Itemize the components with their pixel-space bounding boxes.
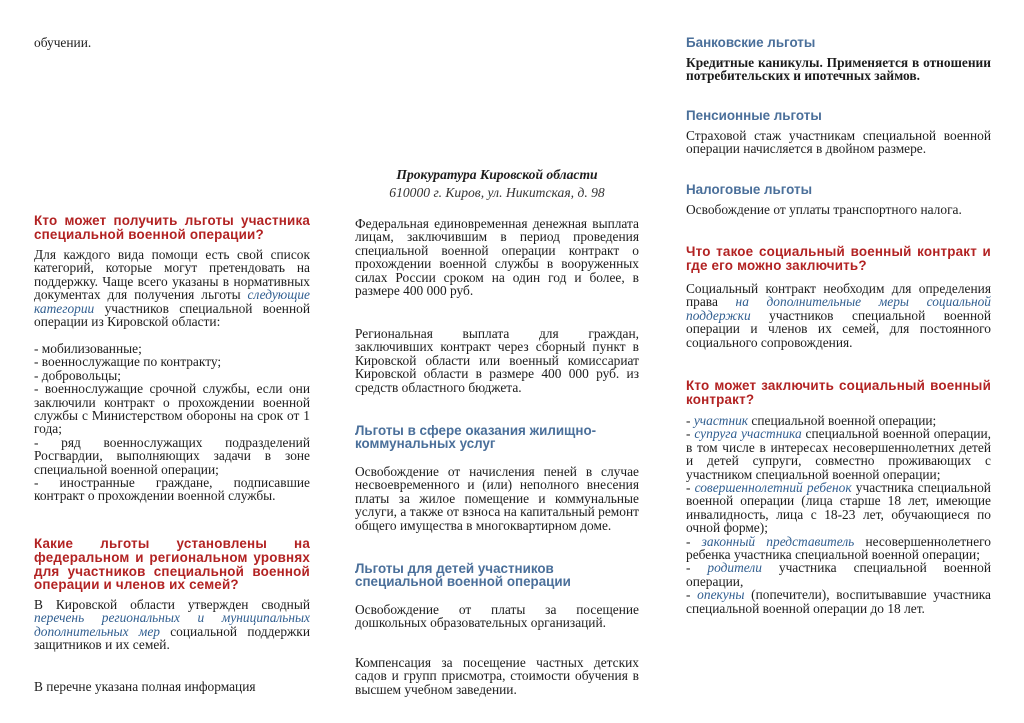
list-item-text: специальной военной операции; xyxy=(748,413,937,428)
list-item: - иностранные граждане, подписавшие контракт о прохождении военной службы. xyxy=(34,475,310,504)
heading-housing-benefits: Льготы в сфере оказания жилищно-коммунальных услуг xyxy=(355,423,597,452)
heading-social-contract: Что такое социальный военный контракт и где его можно заключить? xyxy=(686,244,991,273)
heading-who-can-sign: Кто может заключить социальный военный контракт? xyxy=(686,378,991,407)
kirov-text-a: В Кировской области утвержден сводный xyxy=(34,597,310,612)
list-prefix: - xyxy=(686,413,694,428)
link-parents[interactable]: родители xyxy=(707,560,762,576)
paragraph-federal-payment: Федеральная единовременная денежная выплата лицам, заключившим в период проведения специальной военной операции контракт о прохождении военной службы в вооруженных силах России сроком на один год и более, в размере 400 000 руб. xyxy=(355,216,639,299)
paragraph-pension: Страховой стаж участникам специальной военной операции начисляется в двойном размере. xyxy=(686,128,991,157)
paragraph-kirov-list xyxy=(34,598,310,652)
contract-text-b: участников специальной военной операции и членов их семей, для постоянного социального сопровождения. xyxy=(686,307,991,350)
list-item: - ряд военнослужащих подразделений Росгвардии, выполняющих задачи в зоне специальной военной операции; xyxy=(34,434,310,477)
link-following-categories[interactable]: следующие категории xyxy=(34,287,310,316)
categories-list xyxy=(34,342,310,503)
heading-benefits-levels: Какие льготы установлены на федеральном и региональном уровнях для участников специальной военной операции и членов их семей? xyxy=(34,536,310,593)
heading-bank-benefits: Банковские льготы xyxy=(686,35,816,50)
list-item xyxy=(686,427,991,481)
contract-text-a: Социальный контракт необходим для определения права xyxy=(686,281,991,310)
list-item: - военнослужащие по контракту; xyxy=(34,354,222,370)
list-prefix: - xyxy=(686,560,708,576)
paragraph-social-contract xyxy=(686,282,991,349)
link-participant[interactable]: участник xyxy=(693,413,749,428)
list-item xyxy=(686,414,991,427)
paragraph-housing: Освобождение от начисления пеней в случае несвоевременного и (или) неполного внесения платы за жилое помещение и коммунальные услуги, а также от взноса на капитальный ремонт общего имущества в многоквартирном доме. xyxy=(355,464,639,533)
list-item-text: (попечители), воспитывавшие участника специальной военной операции до 18 лет. xyxy=(686,587,991,616)
list-item xyxy=(686,535,991,562)
list-item: - мобилизованные; xyxy=(34,341,142,356)
heading-tax-benefits: Налоговые льготы xyxy=(686,182,813,197)
link-legal-representative[interactable]: законный представитель xyxy=(701,533,855,549)
paragraph-top: обучении. xyxy=(34,35,92,50)
paragraph-regional-payment: Региональная выплата для граждан, заключивших контракт через сборный пункт в Кировской области или военный комиссариат Кировской области в размере 400 000 руб. из средств областного бюджета. xyxy=(355,326,639,395)
organization-address: 610000 г. Киров, ул. Никитская, д. 98 xyxy=(389,185,605,200)
list-item-text: специальной военной операции, в том числе в интересах несовершеннолетних детей и детей супруги, совместно проживающих с участником специальной военной операции; xyxy=(686,426,992,482)
list-item xyxy=(686,481,991,535)
list-prefix: - xyxy=(686,533,702,549)
intro-tail-text: участников специальной военной операции из Кировской области: xyxy=(34,300,310,330)
list-item xyxy=(686,561,991,588)
list-item-text: участника специальной военной операции (лица старше 18 лет, имеющие инвалидность, лица с 18-23 лет, обучающиеся по очной форме); xyxy=(686,480,991,536)
paragraph-bank: Кредитные каникулы. Применяется в отношении потребительских и ипотечных займов. xyxy=(686,55,991,84)
intro-text: Для каждого вида помощи есть свой список категорий, которые могут претендовать на поддержку. Чаще всего указаны в нормативных документах для получения льготы xyxy=(34,247,310,303)
list-prefix: - xyxy=(686,480,695,496)
list-item-text: несовершеннолетнего ребенка участника специальной военной операции; xyxy=(686,533,992,563)
link-additional-measures[interactable]: на дополнительные меры социальной поддержки xyxy=(686,294,991,323)
paragraph-children-compensation: Компенсация за посещение частных детских садов и групп присмотра, стоимости обучения в высшем учебном заведении. xyxy=(355,655,639,697)
link-spouse[interactable]: супруга участника xyxy=(694,426,802,442)
link-guardians[interactable]: опекуны xyxy=(697,587,745,603)
list-item: - добровольцы; xyxy=(34,367,121,383)
heading-pension-benefits: Пенсионные льготы xyxy=(686,108,822,123)
kirov-text-b: социальной поддержки защитников и их семей. xyxy=(34,623,310,653)
paragraph-bottom: В перечне указана полная информация xyxy=(34,679,256,694)
heading-children-benefits: Льготы для детей участников специальной военной операции xyxy=(355,561,571,590)
list-prefix: - xyxy=(686,426,695,442)
list-item: - военнослужащие срочной службы, если они заключили контракт о прохождении военной службы с Министерством обороны на срок от 1 года; xyxy=(34,381,310,437)
signers-list xyxy=(686,414,991,615)
list-item xyxy=(686,588,991,615)
link-adult-child[interactable]: совершеннолетний ребенок xyxy=(694,480,852,496)
link-measures-list[interactable]: перечень региональных и муниципальных дополнительных мер xyxy=(34,610,310,639)
list-item-text: участника специальной военной операции, xyxy=(686,560,992,589)
paragraph-intro xyxy=(34,248,310,328)
list-prefix: - xyxy=(686,587,698,603)
paragraph-children-preschool: Освобождение от платы за посещение дошкольных образовательных организаций. xyxy=(355,602,639,631)
organization-name: Прокуратура Кировской области xyxy=(396,167,598,182)
paragraph-tax: Освобождение от уплаты транспортного налога. xyxy=(686,202,962,217)
heading-who-can-get-benefits: Кто может получить льготы участника специальной военной операции? xyxy=(34,213,310,242)
